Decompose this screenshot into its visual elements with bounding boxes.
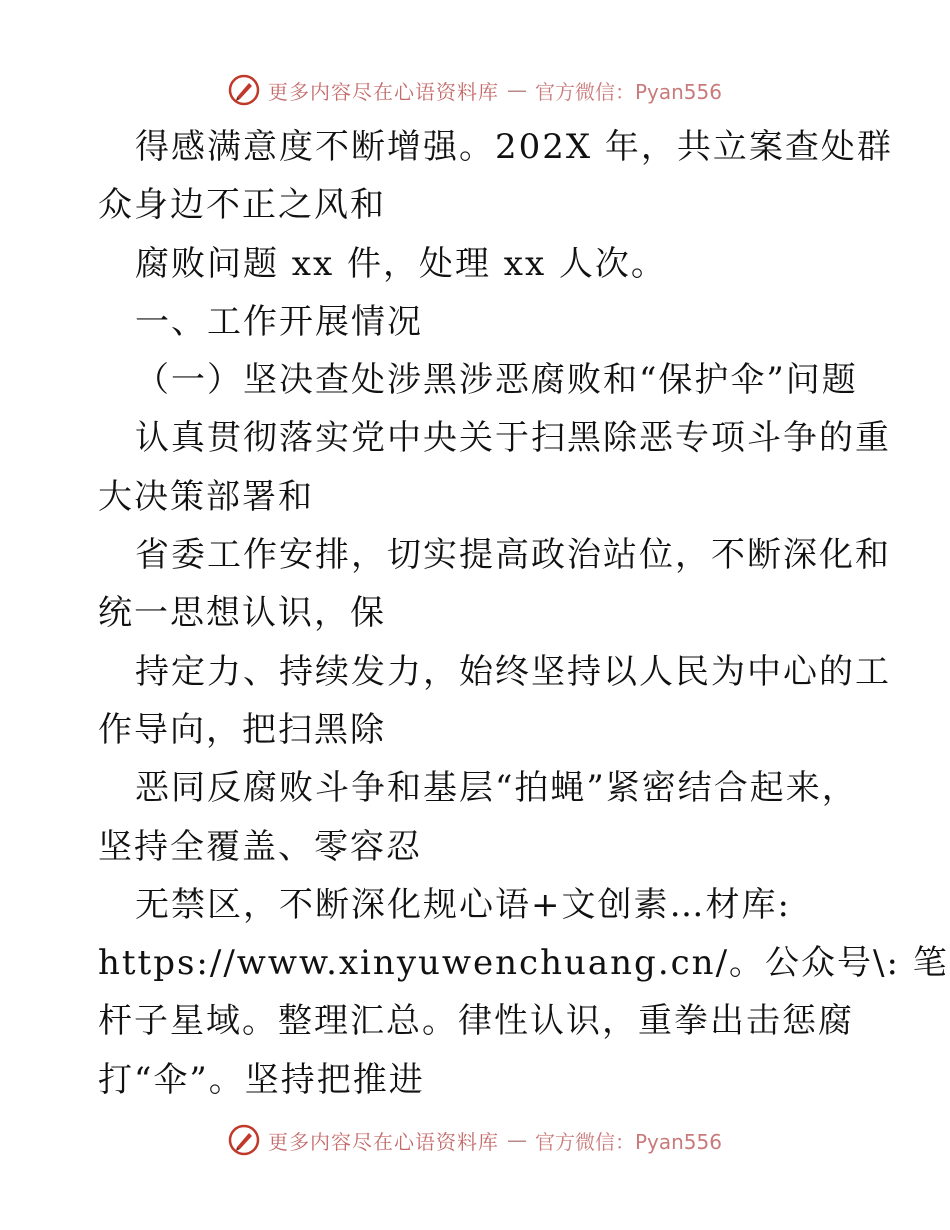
banner-separator: — xyxy=(506,1128,527,1152)
text-line: 打“伞”。坚持把推进 xyxy=(98,1059,425,1100)
text-line: 腐败问题 xx 件，处理 xx 人次。 xyxy=(135,243,667,284)
pen-logo-icon xyxy=(228,74,260,106)
document-body xyxy=(98,118,949,1109)
section-heading: 一、工作开展情况 xyxy=(135,301,423,342)
banner-separator: — xyxy=(506,78,527,102)
banner-title: 更多内容尽在心语资料库 xyxy=(267,79,499,104)
banner-wechat: 官方微信：Pyan556 xyxy=(534,1129,722,1154)
text-line: 恶同反腐败斗争和基层“拍蝇”紧密结合起来， xyxy=(135,768,858,809)
subsection-heading: （一）坚决查处涉黑涉恶腐败和“保护伞”问题 xyxy=(135,360,858,401)
text-line: 统一思想认识，保 xyxy=(98,593,386,634)
text-line: 省委工作安排，切实提高政治站位，不断深化和 xyxy=(135,535,891,576)
pen-logo-icon xyxy=(228,1124,260,1156)
banner-wechat: 官方微信：Pyan556 xyxy=(534,79,722,104)
text-line: 无禁区，不断深化规心语+文创素…材库: xyxy=(135,884,791,925)
header-watermark-banner xyxy=(0,70,950,110)
text-line: 认真贯彻落实党中央关于扫黑除恶专项斗争的重 xyxy=(135,418,891,459)
text-line: 众身边不正之风和 xyxy=(98,185,386,226)
text-line: 坚持全覆盖、零容忍 xyxy=(98,826,422,867)
text-line: 得感满意度不断增强。202X 年，共立案查处群 xyxy=(135,127,893,167)
text-line: 大决策部署和 xyxy=(98,476,314,517)
text-line: 持定力、持续发力，始终坚持以人民为中心的工 xyxy=(135,651,891,692)
text-line: https://www.xinyuwenchuang.cn/。公众号\: 笔 xyxy=(98,943,949,984)
text-line: 杆子星域。整理汇总。律性认识，重拳出击惩腐 xyxy=(98,1001,854,1042)
footer-watermark-banner xyxy=(0,1120,950,1160)
text-line: 作导向，把扫黑除 xyxy=(98,709,386,750)
banner-title: 更多内容尽在心语资料库 xyxy=(267,1129,499,1154)
